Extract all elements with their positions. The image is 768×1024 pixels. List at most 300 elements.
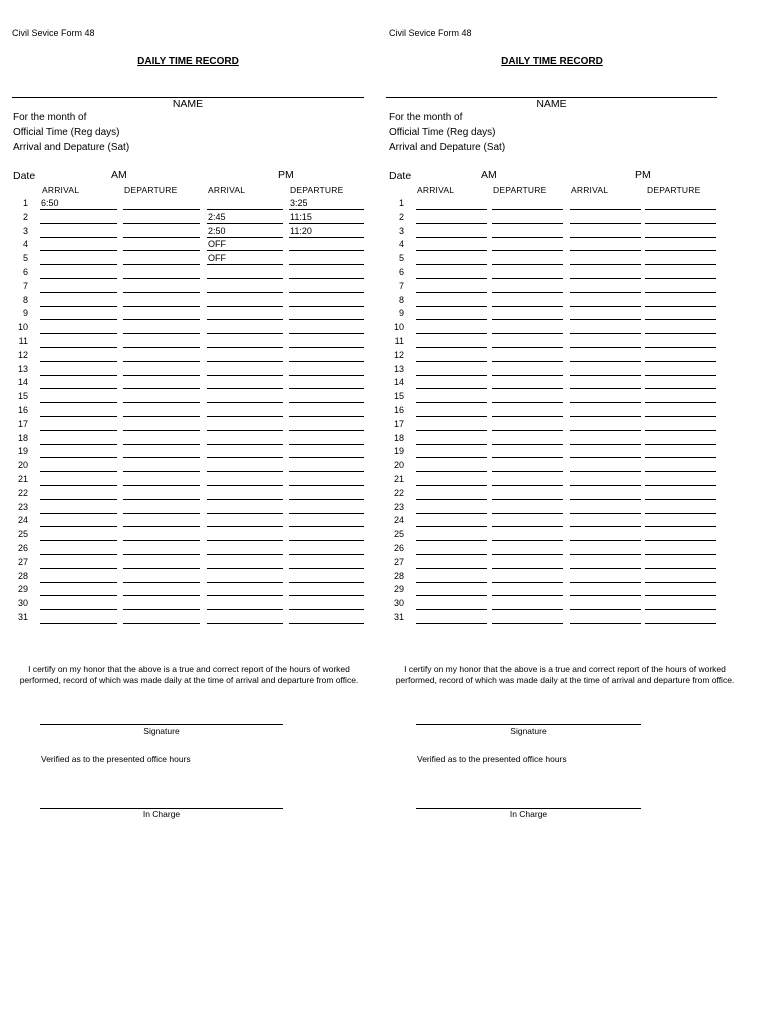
am-departure-cell[interactable] xyxy=(492,336,563,348)
pm-departure-cell[interactable] xyxy=(289,253,364,265)
pm-departure-cell[interactable] xyxy=(289,598,364,610)
day-number: 8 xyxy=(398,294,404,305)
am-departure-cell[interactable] xyxy=(492,515,563,527)
pm-departure-cell[interactable]: 3:25 xyxy=(289,198,364,210)
am-arrival-cell[interactable] xyxy=(416,405,487,417)
am-header: AM xyxy=(481,169,497,181)
pm-departure-cell[interactable] xyxy=(289,405,364,417)
pm-arrival-cell[interactable] xyxy=(570,281,641,293)
pm-arrival-cell[interactable] xyxy=(207,446,283,458)
am-arrival-cell[interactable] xyxy=(40,612,117,624)
am-arrival-cell[interactable] xyxy=(416,612,487,624)
pm-arrival-cell[interactable] xyxy=(570,405,641,417)
pm-departure-cell[interactable] xyxy=(289,446,364,458)
table-row xyxy=(0,584,376,598)
pm-departure-cell[interactable] xyxy=(289,460,364,472)
pm-arrival-cell[interactable] xyxy=(570,322,641,334)
pm-arrival-cell[interactable] xyxy=(207,598,283,610)
pm-arrival-cell[interactable] xyxy=(207,295,283,307)
am-arrival-cell[interactable] xyxy=(40,460,117,472)
table-row xyxy=(0,336,376,350)
pm-arrival-cell[interactable] xyxy=(570,460,641,472)
pm-departure-cell[interactable] xyxy=(289,336,364,348)
am-departure-cell[interactable] xyxy=(123,515,200,527)
pm-arrival-cell[interactable] xyxy=(207,557,283,569)
day-number: 25 xyxy=(17,529,28,540)
day-number: 22 xyxy=(393,487,404,498)
pm-arrival-cell[interactable] xyxy=(207,308,283,320)
am-departure-cell[interactable] xyxy=(123,571,200,583)
am-departure-cell[interactable] xyxy=(123,391,200,403)
pm-arrival-cell[interactable] xyxy=(207,405,283,417)
day-number: 11 xyxy=(394,336,404,346)
am-arrival-cell[interactable] xyxy=(40,239,117,251)
am-arrival-cell[interactable] xyxy=(40,281,117,293)
table-row xyxy=(0,474,376,488)
am-departure-cell[interactable] xyxy=(123,377,200,389)
pm-departure-cell[interactable] xyxy=(289,364,364,376)
pm-departure-cell[interactable] xyxy=(645,598,716,610)
am-departure-cell[interactable] xyxy=(123,308,200,320)
pm-departure-cell[interactable] xyxy=(645,322,716,334)
am-arrival-cell[interactable] xyxy=(416,584,487,596)
table-row xyxy=(376,584,752,598)
am-departure-cell[interactable] xyxy=(492,419,563,431)
am-arrival-cell[interactable] xyxy=(40,488,117,500)
pm-arrival-cell[interactable] xyxy=(570,350,641,362)
pm-departure-cell[interactable] xyxy=(645,212,716,224)
am-departure-cell[interactable] xyxy=(492,488,563,500)
am-departure-cell[interactable] xyxy=(492,612,563,624)
am-arrival-cell[interactable] xyxy=(40,212,117,224)
pm-arrival-cell[interactable] xyxy=(570,226,641,238)
am-departure-cell[interactable] xyxy=(492,212,563,224)
am-arrival-cell[interactable] xyxy=(416,474,487,486)
pm-arrival-cell[interactable] xyxy=(570,308,641,320)
am-arrival-cell[interactable] xyxy=(416,198,487,210)
pm-departure-cell[interactable] xyxy=(645,488,716,500)
table-row xyxy=(376,474,752,488)
certification-text: I certify on my honor that the above is a true and correct report of the hours of worked performed, record of which was made daily at the time of arrival and departure from office. xyxy=(19,664,359,685)
pm-departure-cell[interactable] xyxy=(289,529,364,541)
am-departure-cell[interactable] xyxy=(492,543,563,555)
am-departure-cell[interactable] xyxy=(492,405,563,417)
pm-arrival-cell[interactable] xyxy=(570,419,641,431)
pm-arrival-cell[interactable] xyxy=(207,433,283,445)
am-arrival-cell[interactable] xyxy=(416,529,487,541)
pm-arrival-cell[interactable] xyxy=(207,502,283,514)
signature-line[interactable] xyxy=(40,724,283,725)
pm-arrival-cell[interactable] xyxy=(207,543,283,555)
pm-arrival-cell[interactable] xyxy=(570,212,641,224)
pm-departure-cell[interactable] xyxy=(645,433,716,445)
am-departure-cell[interactable] xyxy=(492,433,563,445)
pm-departure-cell[interactable] xyxy=(289,433,364,445)
pm-arrival-cell[interactable] xyxy=(207,350,283,362)
pm-arrival-cell[interactable] xyxy=(570,529,641,541)
am-departure-cell[interactable] xyxy=(492,557,563,569)
am-arrival-cell[interactable] xyxy=(40,502,117,514)
am-arrival-cell[interactable] xyxy=(416,226,487,238)
am-arrival-cell[interactable] xyxy=(416,515,487,527)
am-departure-cell[interactable] xyxy=(492,295,563,307)
pm-arrival-cell[interactable] xyxy=(570,474,641,486)
am-departure-cell[interactable] xyxy=(492,239,563,251)
am-departure-cell[interactable] xyxy=(492,350,563,362)
pm-departure-cell[interactable] xyxy=(645,474,716,486)
am-arrival-cell[interactable] xyxy=(416,571,487,583)
pm-departure-cell[interactable] xyxy=(289,488,364,500)
am-departure-cell[interactable] xyxy=(123,295,200,307)
am-departure-cell[interactable] xyxy=(123,253,200,265)
am-arrival-cell[interactable] xyxy=(416,308,487,320)
am-departure-cell[interactable] xyxy=(123,433,200,445)
am-departure-cell[interactable] xyxy=(123,419,200,431)
am-arrival-cell[interactable] xyxy=(40,515,117,527)
pm-arrival-cell[interactable] xyxy=(207,391,283,403)
pm-departure-cell[interactable] xyxy=(645,419,716,431)
pm-arrival-cell[interactable] xyxy=(570,557,641,569)
pm-arrival-cell[interactable] xyxy=(207,571,283,583)
pm-departure-cell[interactable]: 11:20 xyxy=(289,226,364,238)
am-arrival-cell[interactable] xyxy=(40,571,117,583)
am-arrival-cell[interactable] xyxy=(416,419,487,431)
am-departure-cell[interactable] xyxy=(123,322,200,334)
pm-departure-cell[interactable] xyxy=(645,336,716,348)
am-departure-cell[interactable] xyxy=(492,529,563,541)
am-departure-cell[interactable] xyxy=(123,529,200,541)
am-arrival-cell[interactable] xyxy=(40,350,117,362)
pm-arrival-cell[interactable] xyxy=(207,281,283,293)
pm-departure-cell[interactable] xyxy=(289,557,364,569)
am-departure-cell[interactable] xyxy=(123,543,200,555)
pm-arrival-cell[interactable] xyxy=(570,598,641,610)
am-arrival-cell[interactable] xyxy=(416,433,487,445)
am-arrival-cell[interactable] xyxy=(40,377,117,389)
pm-departure-cell[interactable] xyxy=(645,239,716,251)
day-number: 25 xyxy=(393,529,404,540)
pm-arrival-cell[interactable] xyxy=(207,267,283,279)
pm-departure-cell[interactable] xyxy=(645,405,716,417)
pm-departure-cell[interactable] xyxy=(645,529,716,541)
pm-departure-cell[interactable] xyxy=(289,502,364,514)
pm-departure-cell[interactable] xyxy=(645,377,716,389)
am-departure-cell[interactable] xyxy=(123,336,200,348)
am-departure-cell[interactable] xyxy=(492,460,563,472)
pm-arrival-cell[interactable] xyxy=(207,460,283,472)
pm-departure-cell[interactable] xyxy=(645,446,716,458)
pm-departure-cell[interactable] xyxy=(645,515,716,527)
day-number: 9 xyxy=(22,308,28,319)
table-row xyxy=(376,557,752,571)
pm-departure-cell[interactable] xyxy=(289,308,364,320)
am-arrival-cell[interactable] xyxy=(40,308,117,320)
am-arrival-cell[interactable] xyxy=(416,488,487,500)
am-departure-cell[interactable] xyxy=(492,267,563,279)
table-row xyxy=(0,281,376,295)
pm-arrival-cell[interactable] xyxy=(207,612,283,624)
am-arrival-cell[interactable] xyxy=(416,460,487,472)
am-departure-cell[interactable] xyxy=(123,212,200,224)
day-number: 10 xyxy=(393,322,404,333)
table-row xyxy=(0,571,376,585)
table-row xyxy=(0,295,376,309)
am-arrival-cell[interactable] xyxy=(40,295,117,307)
pm-arrival-cell[interactable] xyxy=(570,612,641,624)
am-departure-cell[interactable] xyxy=(492,322,563,334)
am-arrival-cell[interactable] xyxy=(416,543,487,555)
pm-arrival-cell[interactable] xyxy=(207,198,283,210)
am-arrival-cell[interactable] xyxy=(416,295,487,307)
pm-arrival-cell[interactable]: OFF xyxy=(207,239,283,251)
table-row xyxy=(376,295,752,309)
table-row xyxy=(376,405,752,419)
am-arrival-cell[interactable] xyxy=(40,364,117,376)
pm-departure-cell[interactable] xyxy=(645,557,716,569)
pm-departure-cell[interactable] xyxy=(289,322,364,334)
am-arrival-cell[interactable] xyxy=(40,433,117,445)
pm-arrival-cell[interactable] xyxy=(570,239,641,251)
day-number: 21 xyxy=(393,474,404,484)
table-row xyxy=(376,571,752,585)
am-departure-cell[interactable] xyxy=(123,598,200,610)
am-departure-cell[interactable] xyxy=(123,557,200,569)
am-arrival-cell[interactable] xyxy=(416,391,487,403)
am-arrival-cell[interactable] xyxy=(40,598,117,610)
pm-departure-cell[interactable] xyxy=(645,543,716,555)
am-departure-cell[interactable] xyxy=(492,598,563,610)
table-row xyxy=(376,377,752,391)
pm-departure-cell[interactable] xyxy=(645,308,716,320)
pm-arrival-cell[interactable] xyxy=(207,419,283,431)
table-row xyxy=(376,419,752,433)
am-departure-cell[interactable] xyxy=(492,281,563,293)
am-arrival-cell[interactable] xyxy=(40,446,117,458)
pm-arrival-cell[interactable] xyxy=(570,488,641,500)
day-number: 10 xyxy=(17,322,28,333)
pm-departure-cell[interactable] xyxy=(289,584,364,596)
am-arrival-cell[interactable] xyxy=(416,598,487,610)
pm-departure-cell[interactable] xyxy=(645,226,716,238)
table-row xyxy=(376,460,752,474)
pm-departure-cell[interactable] xyxy=(645,612,716,624)
pm-arrival-cell[interactable] xyxy=(207,584,283,596)
am-departure-cell[interactable] xyxy=(123,446,200,458)
am-arrival-cell[interactable] xyxy=(40,405,117,417)
pm-departure-cell[interactable]: 11:15 xyxy=(289,212,364,224)
day-number: 29 xyxy=(393,584,404,595)
am-departure-cell[interactable] xyxy=(492,502,563,514)
form-title: DAILY TIME RECORD xyxy=(137,56,239,67)
am-departure-cell[interactable] xyxy=(492,446,563,458)
am-arrival-cell[interactable] xyxy=(40,419,117,431)
pm-arrival-cell[interactable] xyxy=(207,515,283,527)
am-departure-cell[interactable] xyxy=(492,253,563,265)
am-arrival-cell[interactable] xyxy=(40,584,117,596)
pm-arrival-cell[interactable] xyxy=(570,267,641,279)
pm-arrival-cell[interactable] xyxy=(570,446,641,458)
pm-arrival-cell[interactable] xyxy=(570,502,641,514)
pm-arrival-cell[interactable] xyxy=(570,336,641,348)
pm-departure-cell[interactable] xyxy=(645,502,716,514)
table-row xyxy=(376,350,752,364)
form-code: Civil Sevice Form 48 xyxy=(12,28,95,38)
pm-departure-cell[interactable] xyxy=(645,350,716,362)
am-arrival-cell[interactable] xyxy=(416,350,487,362)
pm-departure-cell[interactable] xyxy=(645,281,716,293)
pm-arrival-cell[interactable] xyxy=(207,488,283,500)
pm-arrival-cell[interactable] xyxy=(570,364,641,376)
am-departure-cell[interactable] xyxy=(123,239,200,251)
table-row xyxy=(376,446,752,460)
col-am-departure: DEPARTURE xyxy=(124,185,178,195)
pm-departure-cell[interactable] xyxy=(645,295,716,307)
pm-arrival-cell[interactable] xyxy=(570,198,641,210)
am-departure-cell[interactable] xyxy=(123,405,200,417)
am-arrival-cell[interactable] xyxy=(416,336,487,348)
pm-arrival-cell[interactable] xyxy=(207,474,283,486)
am-departure-cell[interactable] xyxy=(123,198,200,210)
am-arrival-cell[interactable] xyxy=(416,212,487,224)
am-departure-cell[interactable] xyxy=(123,502,200,514)
am-arrival-cell[interactable] xyxy=(416,377,487,389)
pm-arrival-cell[interactable] xyxy=(570,433,641,445)
table-row xyxy=(376,253,752,267)
pm-departure-cell[interactable] xyxy=(289,612,364,624)
day-number: 9 xyxy=(398,308,404,319)
am-arrival-cell[interactable] xyxy=(416,253,487,265)
form-code: Civil Sevice Form 48 xyxy=(389,28,472,38)
table-row xyxy=(0,253,376,267)
pm-departure-cell[interactable] xyxy=(289,391,364,403)
am-arrival-cell[interactable] xyxy=(416,239,487,251)
pm-arrival-cell[interactable]: OFF xyxy=(207,253,283,265)
pm-arrival-cell[interactable]: 2:45 xyxy=(207,212,283,224)
pm-departure-cell[interactable] xyxy=(645,267,716,279)
pm-arrival-cell[interactable] xyxy=(570,391,641,403)
pm-departure-cell[interactable] xyxy=(289,267,364,279)
pm-departure-cell[interactable] xyxy=(645,584,716,596)
pm-arrival-cell[interactable] xyxy=(207,377,283,389)
day-number: 7 xyxy=(22,280,28,291)
pm-arrival-cell[interactable] xyxy=(207,529,283,541)
pm-departure-cell[interactable] xyxy=(289,515,364,527)
am-departure-cell[interactable] xyxy=(123,612,200,624)
pm-departure-cell[interactable] xyxy=(645,460,716,472)
am-arrival-cell[interactable] xyxy=(40,253,117,265)
day-number: 4 xyxy=(22,239,28,250)
table-row xyxy=(0,446,376,460)
am-header: AM xyxy=(111,169,127,181)
am-departure-cell[interactable] xyxy=(123,226,200,238)
pm-arrival-cell[interactable] xyxy=(570,543,641,555)
day-number: 22 xyxy=(17,487,28,498)
signature-line[interactable] xyxy=(416,724,641,725)
am-arrival-cell[interactable] xyxy=(416,281,487,293)
pm-departure-cell[interactable] xyxy=(645,364,716,376)
am-arrival-cell[interactable] xyxy=(40,391,117,403)
pm-departure-cell[interactable] xyxy=(289,239,364,251)
am-departure-cell[interactable] xyxy=(492,474,563,486)
pm-departure-cell[interactable] xyxy=(645,571,716,583)
am-arrival-cell[interactable] xyxy=(40,267,117,279)
am-departure-cell[interactable] xyxy=(123,584,200,596)
am-departure-cell[interactable] xyxy=(492,391,563,403)
am-departure-cell[interactable] xyxy=(123,267,200,279)
am-departure-cell[interactable] xyxy=(123,364,200,376)
pm-arrival-cell[interactable] xyxy=(570,584,641,596)
pm-departure-cell[interactable] xyxy=(289,543,364,555)
am-departure-cell[interactable] xyxy=(123,281,200,293)
table-row xyxy=(0,405,376,419)
pm-arrival-cell[interactable] xyxy=(570,377,641,389)
am-departure-cell[interactable] xyxy=(492,308,563,320)
am-departure-cell[interactable] xyxy=(123,474,200,486)
am-departure-cell[interactable] xyxy=(492,584,563,596)
am-arrival-cell[interactable]: 6:50 xyxy=(40,198,117,210)
pm-arrival-cell[interactable] xyxy=(570,571,641,583)
pm-departure-cell[interactable] xyxy=(289,419,364,431)
am-departure-cell[interactable] xyxy=(123,350,200,362)
pm-departure-cell[interactable] xyxy=(289,281,364,293)
day-number: 27 xyxy=(17,556,28,567)
am-departure-cell[interactable] xyxy=(492,571,563,583)
pm-arrival-cell[interactable] xyxy=(570,253,641,265)
pm-departure-cell[interactable] xyxy=(289,571,364,583)
pm-arrival-cell[interactable] xyxy=(207,336,283,348)
pm-departure-cell[interactable] xyxy=(289,474,364,486)
am-departure-cell[interactable] xyxy=(123,488,200,500)
table-row xyxy=(0,364,376,378)
pm-arrival-cell[interactable]: 2:50 xyxy=(207,226,283,238)
pm-departure-cell[interactable] xyxy=(289,377,364,389)
am-departure-cell[interactable] xyxy=(492,198,563,210)
am-departure-cell[interactable] xyxy=(123,460,200,472)
am-arrival-cell[interactable] xyxy=(416,364,487,376)
am-arrival-cell[interactable] xyxy=(416,267,487,279)
am-arrival-cell[interactable] xyxy=(40,226,117,238)
am-departure-cell[interactable] xyxy=(492,364,563,376)
am-arrival-cell[interactable] xyxy=(40,474,117,486)
pm-arrival-cell[interactable] xyxy=(570,295,641,307)
day-number: 30 xyxy=(393,598,404,609)
am-arrival-cell[interactable] xyxy=(40,322,117,334)
pm-departure-cell[interactable] xyxy=(645,391,716,403)
am-departure-cell[interactable] xyxy=(492,226,563,238)
pm-arrival-cell[interactable] xyxy=(570,515,641,527)
pm-departure-cell[interactable] xyxy=(645,253,716,265)
pm-departure-cell[interactable] xyxy=(289,350,364,362)
am-arrival-cell[interactable] xyxy=(40,336,117,348)
arrival-departure-label: Arrival and Depature (Sat) xyxy=(13,142,130,153)
am-arrival-cell[interactable] xyxy=(416,557,487,569)
name-label: NAME xyxy=(536,98,567,110)
am-arrival-cell[interactable] xyxy=(40,529,117,541)
pm-departure-cell[interactable] xyxy=(289,295,364,307)
am-arrival-cell[interactable] xyxy=(416,322,487,334)
am-arrival-cell[interactable] xyxy=(40,557,117,569)
day-number: 17 xyxy=(17,418,28,429)
table-row xyxy=(376,529,752,543)
pm-arrival-cell[interactable] xyxy=(207,322,283,334)
pm-arrival-cell[interactable] xyxy=(207,364,283,376)
am-departure-cell[interactable] xyxy=(492,377,563,389)
am-arrival-cell[interactable] xyxy=(416,502,487,514)
am-arrival-cell[interactable] xyxy=(416,446,487,458)
am-arrival-cell[interactable] xyxy=(40,543,117,555)
pm-departure-cell[interactable] xyxy=(645,198,716,210)
official-time-label: Official Time (Reg days) xyxy=(13,127,120,138)
